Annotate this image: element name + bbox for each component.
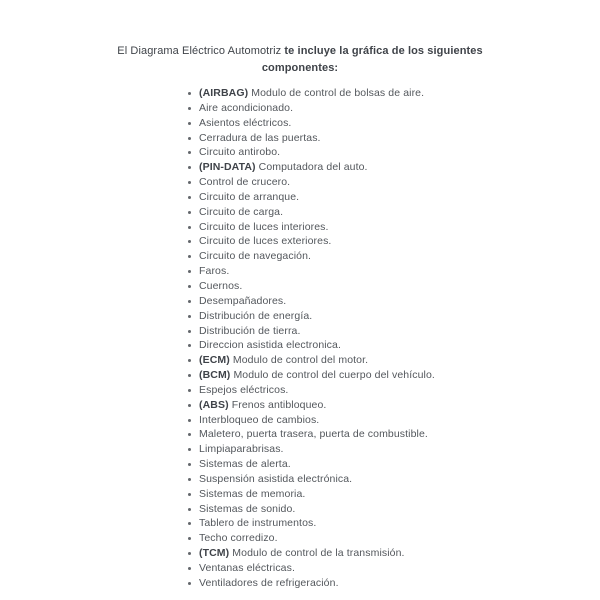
list-item [199, 546, 560, 561]
list-item [199, 160, 560, 175]
component-label: Circuito de navegación. [199, 250, 312, 263]
component-acronym: (ABS) [199, 398, 229, 411]
list-item [199, 413, 560, 428]
component-label: Modulo de control de la transmisión. [232, 547, 405, 560]
list-item [199, 398, 560, 413]
list-item [199, 576, 560, 591]
component-acronym: (BCM) [199, 369, 231, 382]
component-label: Asientos eléctricos. [199, 116, 292, 129]
component-label: Modulo de control del motor. [232, 354, 369, 367]
list-item [199, 190, 560, 205]
component-label: Circuito de luces interiores. [199, 220, 329, 233]
list-item [199, 249, 560, 264]
list-item [199, 472, 560, 487]
component-acronym: (PIN-DATA) [199, 161, 256, 174]
component-label: Computadora del auto. [258, 161, 368, 174]
component-acronym: (TCM) [199, 547, 230, 560]
title-bold-part-line1: te incluye la gráfica de los siguientes [284, 45, 483, 57]
list-item [199, 175, 560, 190]
component-label: Circuito antirobo. [199, 146, 281, 159]
component-label: Limpiaparabrisas. [199, 443, 284, 456]
list-item [199, 353, 560, 368]
component-label: Circuito de carga. [199, 205, 284, 218]
component-label: Distribución de energía. [199, 309, 313, 322]
list-item [199, 338, 560, 353]
component-label: Circuito de arranque. [199, 190, 300, 203]
component-label: Aire acondicionado. [199, 101, 294, 114]
list-item [199, 531, 560, 546]
list-item [199, 145, 560, 160]
list-item [199, 487, 560, 502]
component-label: Desempañadores. [199, 294, 287, 307]
list-item [199, 324, 560, 339]
list-item [199, 561, 560, 576]
component-acronym: (AIRBAG) [199, 87, 249, 99]
components-list [199, 86, 560, 591]
component-label: Modulo de control de bolsas de aire. [251, 87, 425, 99]
list-item [199, 309, 560, 324]
component-label: Frenos antibloqueo. [231, 398, 327, 411]
component-label: Maletero, puerta trasera, puerta de combustible. [199, 428, 428, 441]
component-label: Sistemas de sonido. [199, 502, 296, 515]
component-label: Cuernos. [199, 279, 243, 292]
list-item [199, 220, 560, 235]
document-page [0, 43, 600, 600]
component-label: Direccion asistida electronica. [199, 339, 341, 352]
list-item [199, 131, 560, 146]
component-label: Sistemas de alerta. [199, 458, 291, 471]
list-item [199, 205, 560, 220]
list-item [199, 442, 560, 457]
component-label: Ventanas eléctricas. [199, 562, 295, 574]
list-item [199, 86, 560, 101]
list-item [199, 279, 560, 294]
component-label: Suspensión asistida electrónica. [199, 472, 353, 485]
component-label: Faros. [199, 265, 230, 278]
component-label: Ventiladores de refrigeración. [199, 576, 339, 589]
list-item [199, 427, 560, 442]
component-label: Distribución de tierra. [199, 324, 301, 337]
component-label: Control de crucero. [199, 176, 291, 189]
title-regular-part: El Diagrama Eléctrico Automotriz [117, 45, 282, 57]
list-item [199, 264, 560, 279]
component-acronym: (ECM) [199, 354, 230, 367]
component-label: Sistemas de memoria. [199, 487, 306, 500]
list-item [199, 294, 560, 309]
component-label: Techo corredizo. [199, 532, 278, 545]
component-label: Modulo de control del cuerpo del vehículo. [233, 369, 435, 382]
list-item [199, 383, 560, 398]
list-item [199, 368, 560, 383]
component-label: Espejos eléctricos. [199, 383, 289, 396]
page-title [0, 43, 600, 77]
component-label: Circuito de luces exteriores. [199, 235, 332, 248]
list-item [199, 101, 560, 116]
list-item [199, 116, 560, 131]
list-item [199, 457, 560, 472]
list-item [199, 516, 560, 531]
component-label: Cerradura de las puertas. [199, 131, 321, 144]
list-item [199, 502, 560, 517]
title-bold-part-line2: componentes: [261, 62, 339, 74]
component-label: Tablero de instrumentos. [199, 517, 317, 530]
component-label: Interbloqueo de cambios. [199, 413, 320, 426]
list-item [199, 234, 560, 249]
